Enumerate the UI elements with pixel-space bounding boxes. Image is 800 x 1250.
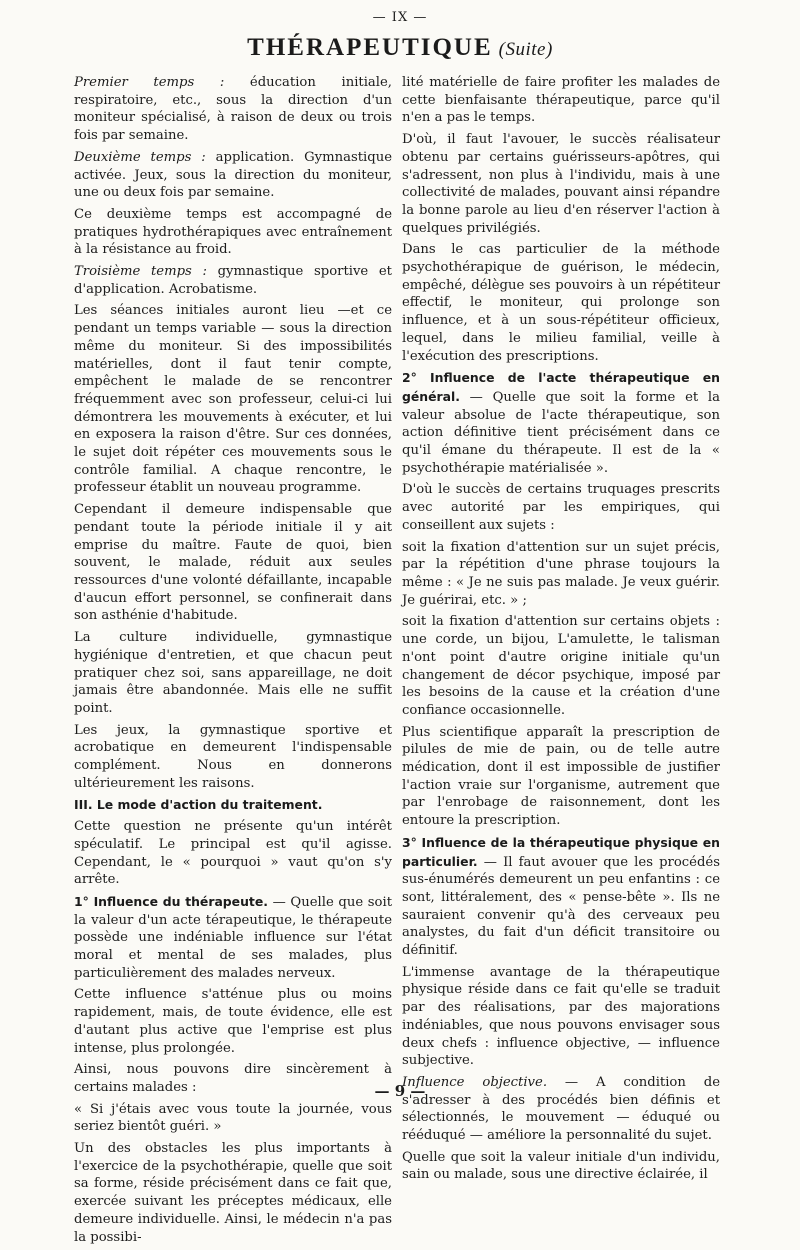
italic-label: Deuxième temps : bbox=[74, 149, 206, 165]
quotation: « Si j'étais avec vous toute la journée, vous seriez bientôt guéri. » bbox=[74, 1101, 392, 1135]
paragraph: soit la fixation d'attention sur un sujet précis, par la répétition d'une phrase toujours la même : « Je ne suis pas malade. Je veux guérir. Je guérirai, etc. » ; bbox=[402, 539, 720, 608]
paragraph: Quelle que soit la valeur initiale d'un individu, sain ou malade, sous une directive éclairée, il bbox=[402, 1149, 720, 1183]
subsection-heading: 1° Influence du thérapeute. bbox=[74, 893, 268, 909]
subsection-heading: 3° Influence de la thérapeutique physique en particulier. bbox=[402, 834, 720, 869]
paragraph-text: gymnastique sportive et d'application. Acrobatisme. bbox=[74, 264, 392, 297]
paragraph-text: — A condition de s'adresser à des procédés bien définis et sélectionnés, le mouvement — éduqué ou rééduqué — améliore la personnalité du sujet. bbox=[402, 1074, 721, 1144]
left-column bbox=[74, 74, 392, 1250]
paragraph bbox=[74, 149, 392, 202]
paragraph: L'immense avantage de la thérapeutique physique réside dans ce fait qu'elle se traduit par des réalisations, par des majorations indéniables, que nous pouvons envisager sous deux chefs : influence objective, — influence subjective. bbox=[402, 964, 720, 1069]
paragraph: La culture individuelle, gymnastique hygiénique d'entretien, et que chacun peut pratiquer chez soi, sans appareillage, ne doit jamais être abandonnée. Mais elle ne suffit point. bbox=[74, 630, 392, 716]
paragraph: Un des obstacles les plus importants à l'exercice de la psychothérapie, quelle que soit sa forme, réside précisément dans ce fait que, exercée suivant les préceptes médicaux, elle demeure individuelle. Ainsi, le médecin n'a pas la possibi- bbox=[74, 1141, 392, 1245]
subsection-heading: 2° Influence de l'acte thérapeutique en général. bbox=[402, 370, 720, 404]
paragraph: Ce deuxième temps est accompagné de pratiques hydrothérapiques avec entraînement à la résistance au froid. bbox=[74, 206, 392, 258]
paragraph bbox=[74, 74, 392, 145]
paragraph bbox=[74, 263, 392, 298]
paragraph: Ainsi, nous pouvons dire sincèrement à certains malades : bbox=[74, 1062, 392, 1095]
paragraph: Les séances initiales auront lieu —et ce pendant un temps variable — sous la direction même du moniteur. Si des impossibilités matérielles, dont il faut tenir compte, empêchent le malade de se rencontrer fréquemment avec son professeur, celui-ci lui démontrera les mouvements à exécuter, et lui en exposera la raison d'être. Sur ces données, le sujet doit répéter ces mouvements sous le contrôle familial. A chaque rencontre, le professeur établit un nouveau programme. bbox=[74, 303, 392, 496]
paragraph bbox=[74, 893, 392, 983]
paragraph-text: — Quelle que soit la forme et la valeur absolue de l'acte thérapeutique, son action définitive tient précisément dans ce qu'il émane du thérapeute. Il est de la « psychothérapie matérialisée ». bbox=[402, 389, 720, 476]
italic-label: Premier temps : bbox=[74, 75, 225, 90]
title-main: THÉRAPEUTIQUE bbox=[247, 34, 493, 61]
page-title bbox=[0, 34, 800, 62]
page-number: — 9 — bbox=[374, 1082, 426, 1100]
paragraph: Cette influence s'atténue plus ou moins rapidement, mais, de toute évidence, elle est d'autant plus active que l'emprise est plus intense, plus prolongée. bbox=[74, 987, 392, 1056]
right-column bbox=[402, 74, 720, 1188]
paragraph: D'où le succès de certains truquages prescrits avec autorité par les empiriques, qui conseillent aux sujets : bbox=[402, 482, 720, 533]
section-heading: III. Le mode d'action du traitement. bbox=[74, 797, 323, 813]
paragraph: Dans le cas particulier de la méthode psychothérapique de guérison, le médecin, empêché, délègue ses pouvoirs à un répétiteur effectif, le moniteur, qui prolonge son influence, et à un sous-répétiteur officieux, lequel, dans le milieu familial, veille à l'exécution des prescriptions. bbox=[402, 242, 720, 364]
paragraph-text: éducation initiale, respiratoire, etc., sous la direction d'un moniteur spécialisé, à raison de deux ou trois fois par semaine. bbox=[74, 75, 392, 144]
paragraph: Les jeux, la gymnastique sportive et acrobatique en demeurent l'indispensable complément. Nous en donnerons ultérieurement les raisons. bbox=[74, 722, 392, 791]
roman-folio: — IX — bbox=[372, 10, 428, 25]
italic-label: Troisième temps : bbox=[74, 264, 207, 280]
paragraph: lité matérielle de faire profiter les malades de cette bienfaisante thérapeutique, parce qu'il n'en a pas le temps. bbox=[402, 75, 720, 126]
paragraph: Cette question ne présente qu'un intérêt spéculatif. Le principal est qu'il agisse. Cependant, le « pourquoi » vaut qu'on s'y arrête. bbox=[74, 819, 392, 888]
paragraph-text: — Quelle que soit la valeur d'un acte térapeutique, le thérapeute possède une indéniable influence sur l'état moral et mental de ses malades, plus particulièrement des malades nerveux. bbox=[74, 894, 392, 981]
paragraph: D'où, il faut l'avouer, le succès réalisateur obtenu par certains guérisseurs-apôtres, qui s'adressent, non plus à l'individu, mais à une collectivité de malades, pouvant ainsi répandre la bonne parole au lieu d'en réserver l'action à quelques privilégiés. bbox=[402, 132, 720, 236]
title-suffix: (Suite) bbox=[498, 39, 553, 60]
italic-label: Influence objective. bbox=[402, 1074, 548, 1090]
paragraph bbox=[402, 834, 720, 960]
paragraph: Cependant il demeure indispensable que pendant toute la période initiale il y ait emprise du maître. Faute de quoi, bien souvent, le malade, réduit aux seules ressources d'une volonté défaillante, incapable d'aucun effort personnel, se confinerait dans son asthénie d'habitude. bbox=[74, 502, 392, 624]
paragraph: soit la fixation d'attention sur certains objets : une corde, un bijou, L'amulette, le talisman n'ont point d'autre origine initiale qu'un changement de décor psychique, imposé par les besoins de la cause et la création d'une confiance occasionnelle. bbox=[402, 614, 720, 718]
paragraph-text: application. Gymnastique activée. Jeux, sous la direction du moniteur, une ou deux fois par semaine. bbox=[74, 149, 392, 201]
paragraph-text: — Il faut avouer que les procédés sus-énumérés demeurent un peu enfantins : ce sont, littéralement, des « pense-bête ». Ils ne sauraient convenir qu'à des cerveaux peu analystes, du fait d'un déficit transitoire ou définitif. bbox=[402, 854, 720, 959]
paragraph: Plus scientifique apparaît la prescription de pilules de mie de pain, ou de telle autre médication, dont il est impossible de justifier l'action vraie sur l'organisme, autrement que par l'enrobage de raisonnement, dont les entoure la prescription. bbox=[402, 724, 720, 829]
paragraph bbox=[402, 369, 720, 477]
